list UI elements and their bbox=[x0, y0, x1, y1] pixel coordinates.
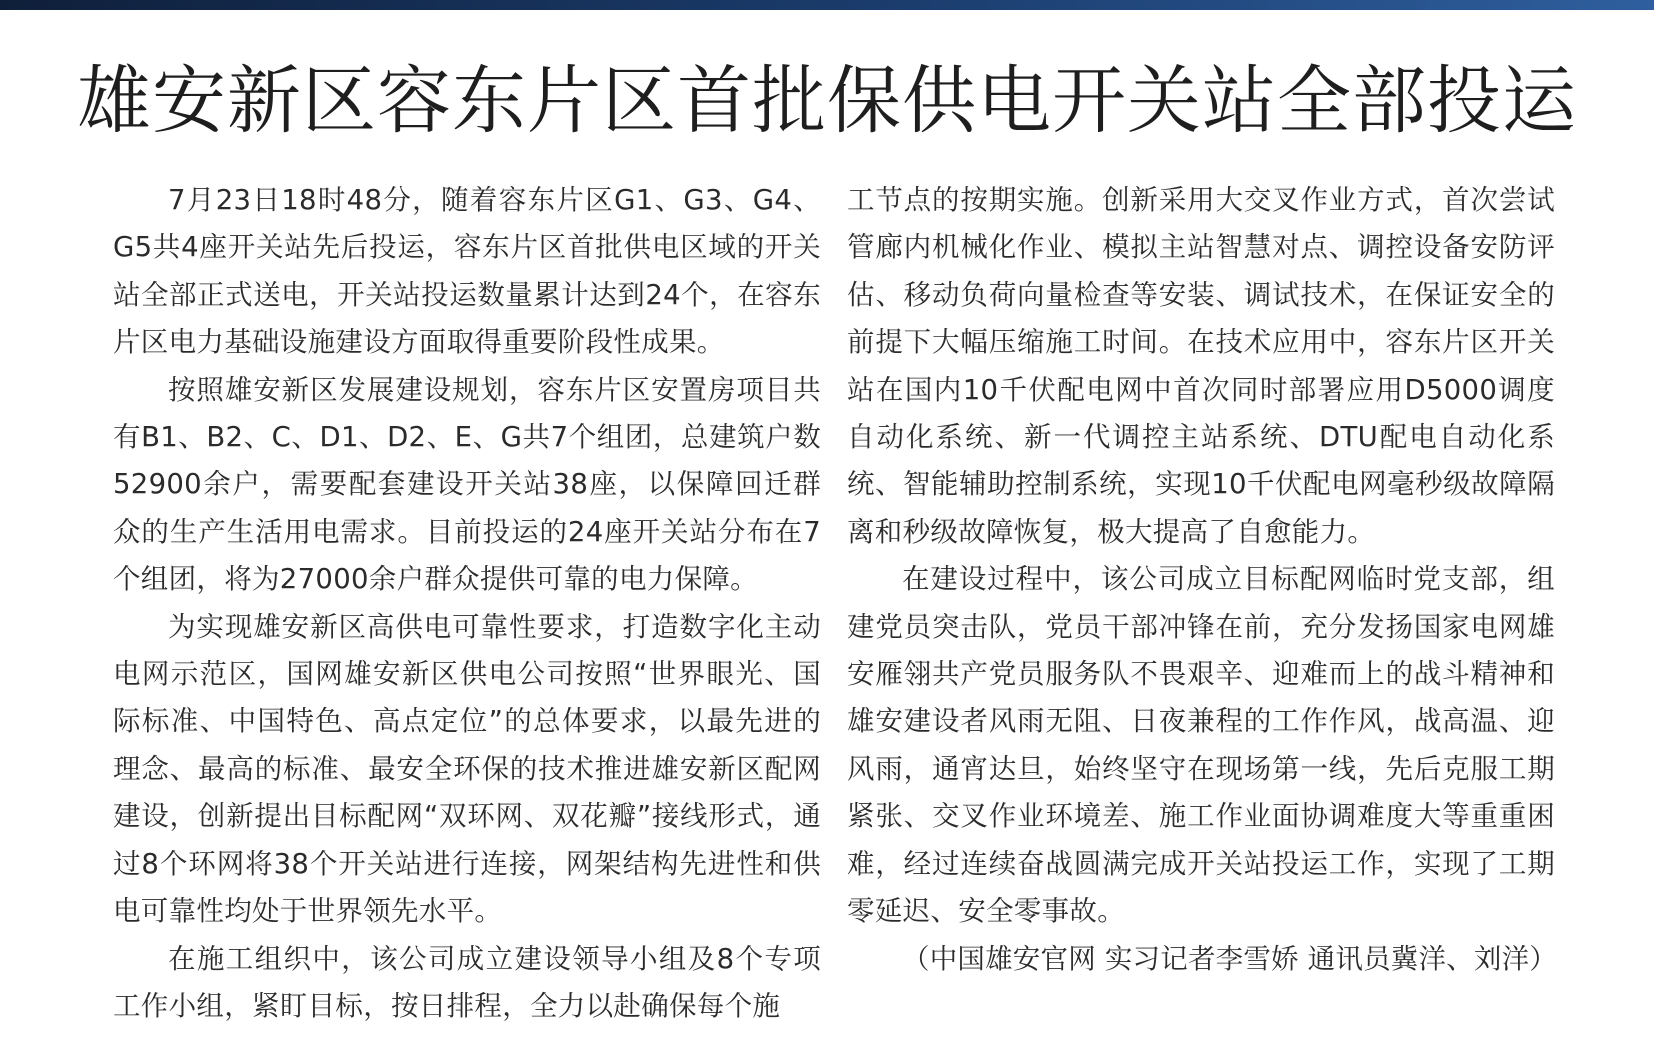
article-paragraph: 按照雄安新区发展建设规划，容东片区安置房项目共有B1、B2、C、D1、D2、E、G共7个组团，总建筑户数52900余户，需要配套建设开关站38座，以保障回迁群众的生产生活用电需求。目前投运的24座开关站分布在7个组团，将为27000余户群众提供可靠的电力保障。 bbox=[113, 373, 821, 596]
article-headline: 雄安新区容东片区首批保供电开关站全部投运 bbox=[77, 58, 1577, 144]
article-column-right bbox=[847, 177, 1555, 983]
article-paragraph: 为实现雄安新区高供电可靠性要求，打造数字化主动电网示范区，国网雄安新区供电公司按照“世界眼光、国际标准、中国特色、高点定位”的总体要求，以最先进的理念、最高的标准、最安全环保的技术推进雄安新区配网建设，创新提出目标配网“双环网、双花瓣”接线形式，通过8个环网将38个开关站进行连接，网架结构先进性和供电可靠性均处于世界领先水平。 bbox=[113, 610, 821, 928]
article-column-left bbox=[113, 177, 821, 1030]
article-paragraph: 在施工组织中，该公司成立建设领导小组及8个专项工作小组，紧盯目标，按日排程，全力以赴确保每个施 bbox=[113, 942, 821, 1022]
article-paragraph-continued: 工节点的按期实施。创新采用大交叉作业方式，首次尝试管廊内机械化作业、模拟主站智慧对点、调控设备安防评估、移动负荷向量检查等安装、调试技术，在保证安全的前提下大幅压缩施工时间。在技术应用中，容东片区开关站在国内10千伏配电网中首次同时部署应用D5000调度自动化系统、新一代调控主站系统、DTU配电自动化系统、智能辅助控制系统，实现10千伏配电网毫秒级故障隔离和秒级故障恢复，极大提高了自愈能力。 bbox=[847, 184, 1555, 548]
top-banner-bar bbox=[0, 0, 1654, 10]
article-byline: （中国雄安官网 实习记者李雪娇 通讯员冀洋、刘洋） bbox=[902, 942, 1557, 975]
article-paragraph: 在建设过程中，该公司成立目标配网临时党支部，组建党员突击队，党员干部冲锋在前，充分发扬国家电网雄安雁翎共产党员服务队不畏艰辛、迎难而上的战斗精神和雄安建设者风雨无阻、日夜兼程的工作作风，战高温、迎风雨，通宵达旦，始终坚守在现场第一线，先后克服工期紧张、交叉作业环境差、施工作业面协调难度大等重重困难，经过连续奋战圆满完成开关站投运工作，实现了工期零延迟、安全零事故。 bbox=[847, 563, 1555, 928]
article-paragraph: 7月23日18时48分，随着容东片区G1、G3、G4、G5共4座开关站先后投运，容东片区首批供电区域的开关站全部正式送电，开关站投运数量累计达到24个，在容东片区电力基础设施建设方面取得重要阶段性成果。 bbox=[113, 184, 821, 359]
